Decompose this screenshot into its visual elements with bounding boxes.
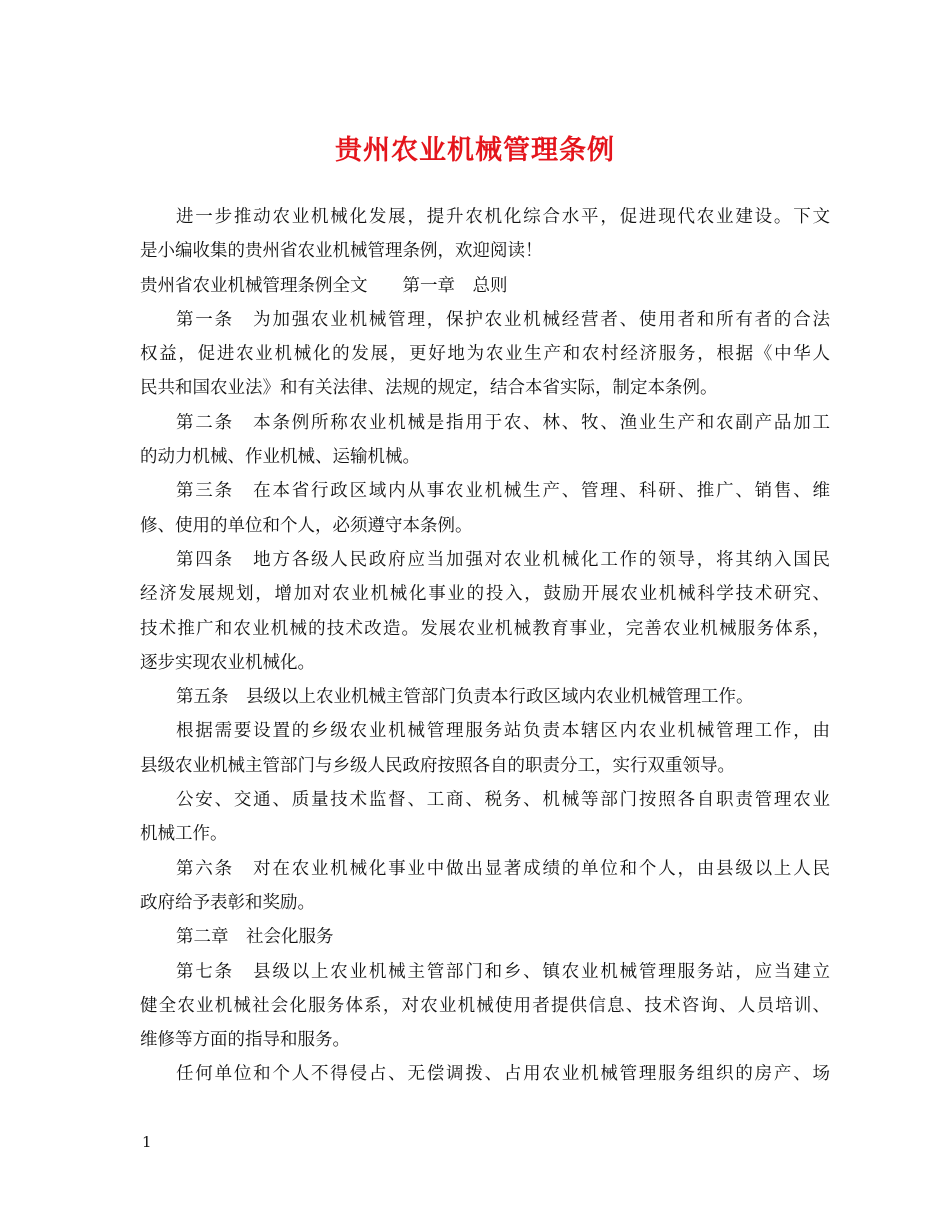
body-line: 是小编收集的贵州省农业机械管理条例，欢迎阅读！ <box>140 241 543 262</box>
body-line: 第二条 本条例所称农业机械是指用于农、林、牧、渔业生产和农副产品加工 <box>176 412 830 433</box>
body-line: 根据需要设置的乡级农业机械管理服务站负责本辖区内农业机械管理工作，由 <box>176 721 830 742</box>
body-line: 的动力机械、作业机械、运输机械。 <box>140 447 420 468</box>
body-line: 维修等方面的指导和服务。 <box>140 1030 350 1051</box>
body-line: 贵州省农业机械管理条例全文 第一章 总则 <box>140 275 508 296</box>
body-line: 第四条 地方各级人民政府应当加强对农业机械化工作的领导，将其纳入国民 <box>176 549 830 570</box>
document-title: 贵州农业机械管理条例 <box>335 135 615 166</box>
body-line: 第六条 对在农业机械化事业中做出显著成绩的单位和个人，由县级以上人民 <box>176 858 830 879</box>
page-number: 1 <box>142 1133 152 1151</box>
body-line: 技术推广和农业机械的技术改造。发展农业机械教育事业，完善农业机械服务体系， <box>140 618 830 639</box>
document-body <box>140 200 830 1092</box>
body-line: 经济发展规划，增加对农业机械化事业的投入，鼓励开展农业机械科学技术研究、 <box>140 584 830 605</box>
body-line: 第二章 社会化服务 <box>176 927 334 948</box>
body-line: 民共和国农业法》和有关法律、法规的规定，结合本省实际，制定本条例。 <box>140 378 718 399</box>
body-line: 第五条 县级以上农业机械主管部门负责本行政区域内农业机械管理工作。 <box>176 687 754 708</box>
body-line: 县级农业机械主管部门与乡级人民政府按照各自的职责分工，实行双重领导。 <box>140 755 735 776</box>
body-line: 权益，促进农业机械化的发展，更好地为农业生产和农村经济服务，根据《中华人 <box>140 344 830 365</box>
body-line: 第一条 为加强农业机械管理，保护农业机械经营者、使用者和所有者的合法 <box>176 309 830 330</box>
body-line: 修、使用的单位和个人，必须遵守本条例。 <box>140 515 473 536</box>
body-line: 进一步推动农业机械化发展，提升农机化综合水平，促进现代农业建设。下文 <box>176 207 830 227</box>
body-line: 第三条 在本省行政区域内从事农业机械生产、管理、科研、推广、销售、维 <box>176 481 830 502</box>
body-line: 公安、交通、质量技术监督、工商、税务、机械等部门按照各自职责管理农业 <box>176 790 830 811</box>
body-line: 机械工作。 <box>140 824 228 845</box>
body-line: 政府给予表彰和奖励。 <box>140 892 315 913</box>
body-line: 逐步实现农业机械化。 <box>140 652 315 673</box>
body-line: 任何单位和个人不得侵占、无偿调拨、占用农业机械管理服务组织的房产、场 <box>176 1064 830 1085</box>
body-line: 第七条 县级以上农业机械主管部门和乡、镇农业机械管理服务站，应当建立 <box>176 961 830 982</box>
body-line: 健全农业机械社会化服务体系，对农业机械使用者提供信息、技术咨询、人员培训、 <box>140 995 830 1016</box>
